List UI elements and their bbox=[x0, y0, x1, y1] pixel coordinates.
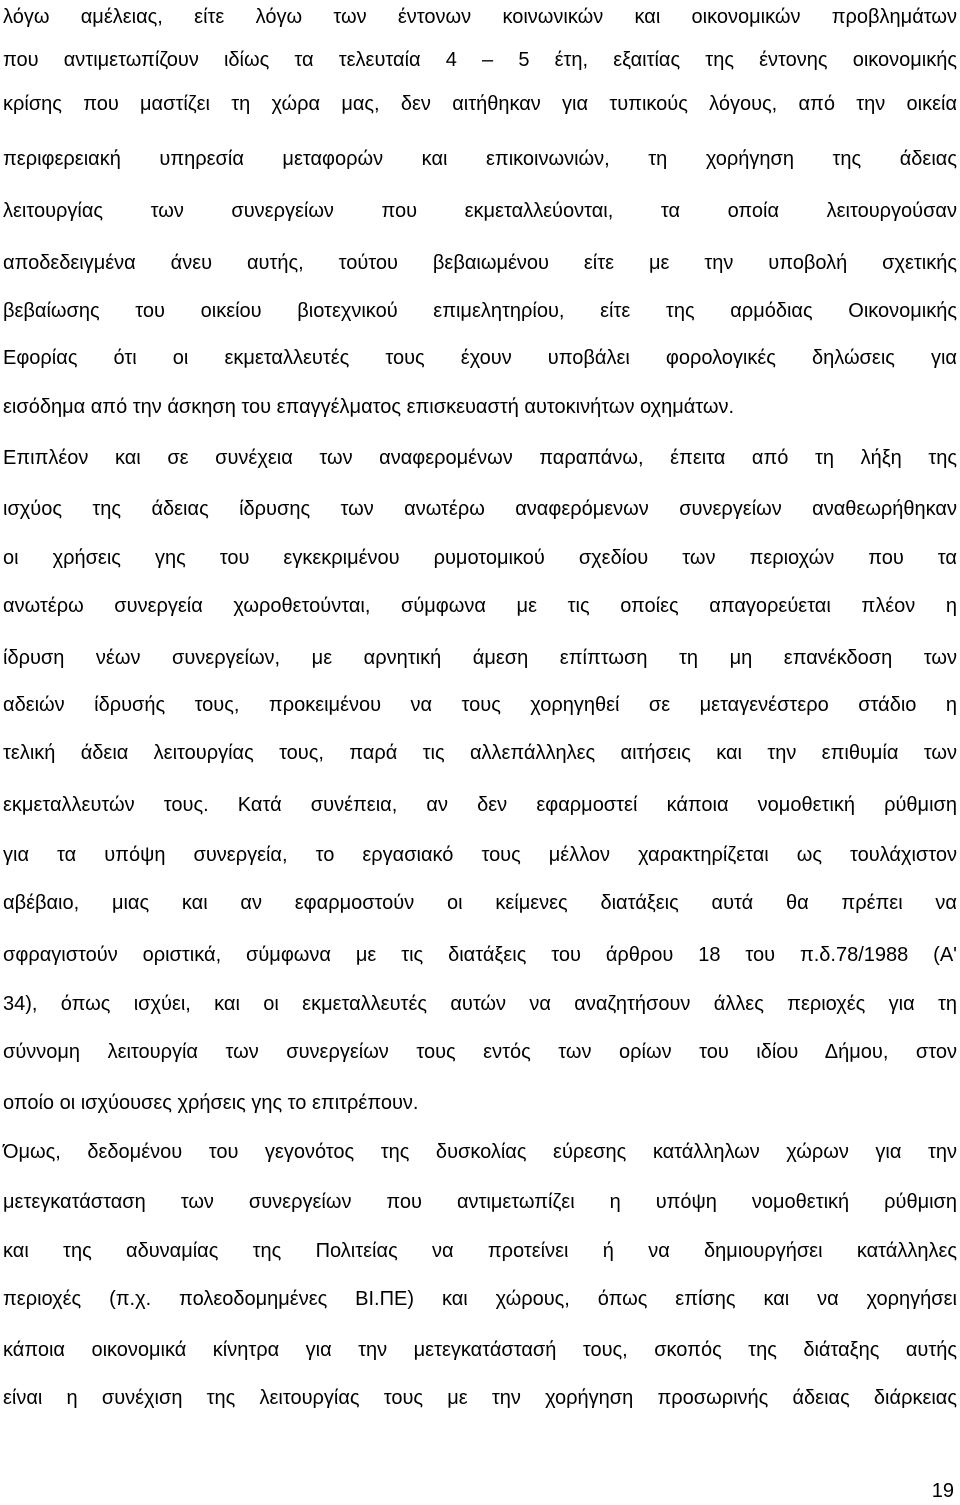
text-line: περιοχές (π.χ. πολεοδομημένες ΒΙ.ΠΕ) και χώρους, όπως επίσης και να χορηγήσει bbox=[3, 1288, 957, 1310]
text-line: ίδρυση νέων συνεργείων, με αρνητική άμεση επίπτωση τη μη επανέκδοση των bbox=[3, 647, 957, 669]
text-line: σύννομη λειτουργία των συνεργείων τους εντός των ορίων του ιδίου Δήμου, στον bbox=[3, 1041, 957, 1063]
text-line: σφραγιστούν οριστικά, σύμφωνα με τις διατάξεις του άρθρου 18 του π.δ.78/1988 (Α' bbox=[3, 944, 957, 966]
text-line: για τα υπόψη συνεργεία, το εργασιακό τους μέλλον χαρακτηρίζεται ως τουλάχιστον bbox=[3, 844, 957, 866]
text-line: Όμως, δεδομένου του γεγονότος της δυσκολίας εύρεσης κατάλληλων χώρων για την bbox=[3, 1141, 957, 1163]
text-line: κρίσης που μαστίζει τη χώρα μας, δεν αιτήθηκαν για τυπικούς λόγους, από την οικεία bbox=[3, 93, 957, 115]
text-line: αβέβαιο, μιας και αν εφαρμοστούν οι κείμενες διατάξεις αυτά θα πρέπει να bbox=[3, 892, 957, 914]
text-line: εκμεταλλευτών τους. Κατά συνέπεια, αν δεν εφαρμοστεί κάποια νομοθετική ρύθμιση bbox=[3, 794, 957, 816]
text-line: ανωτέρω συνεργεία χωροθετούνται, σύμφωνα με τις οποίες απαγορεύεται πλέον η bbox=[3, 595, 957, 617]
text-line: αδειών ίδρυσής τους, προκειμένου να τους χορηγηθεί σε μεταγενέστερο στάδιο η bbox=[3, 694, 957, 716]
text-line: οι χρήσεις γης του εγκεκριμένου ρυμοτομικού σχεδίου των περιοχών που τα bbox=[3, 547, 957, 569]
text-line: λόγω αμέλειας, είτε λόγω των έντονων κοινωνικών και οικονομικών προβλημάτων bbox=[3, 6, 957, 28]
text-line: Επιπλέον και σε συνέχεια των αναφερομένων παραπάνω, έπειτα από τη λήξη της bbox=[3, 447, 957, 469]
text-line: λειτουργίας των συνεργείων που εκμεταλλεύονται, τα οποία λειτουργούσαν bbox=[3, 200, 957, 222]
text-line: και της αδυναμίας της Πολιτείας να προτείνει ή να δημιουργήσει κατάλληλες bbox=[3, 1240, 957, 1262]
text-line: 34), όπως ισχύει, και οι εκμεταλλευτές αυτών να αναζητήσουν άλλες περιοχές για τη bbox=[3, 993, 957, 1015]
text-line: είναι η συνέχιση της λειτουργίας τους με την χορήγηση προσωρινής άδειας διάρκειας bbox=[3, 1387, 957, 1409]
text-line: περιφερειακή υπηρεσία μεταφορών και επικοινωνιών, τη χορήγηση της άδειας bbox=[3, 148, 957, 170]
text-line: οποίο οι ισχύουσες χρήσεις γης το επιτρέπουν. bbox=[3, 1092, 419, 1114]
text-line: μετεγκατάσταση των συνεργείων που αντιμετωπίζει η υπόψη νομοθετική ρύθμιση bbox=[3, 1191, 957, 1213]
text-line: τελική άδεια λειτουργίας τους, παρά τις αλλεπάλληλες αιτήσεις και την επιθυμία των bbox=[3, 742, 957, 764]
text-line: αποδεδειγμένα άνευ αυτής, τούτου βεβαιωμένου είτε με την υποβολή σχετικής bbox=[3, 252, 957, 274]
page-number: 19 bbox=[931, 1480, 954, 1502]
text-line: κάποια οικονομικά κίνητρα για την μετεγκατάστασή τους, σκοπός της διάταξης αυτής bbox=[3, 1339, 957, 1361]
text-line: εισόδημα από την άσκηση του επαγγέλματος επισκευαστή αυτοκινήτων οχημάτων. bbox=[3, 396, 735, 418]
text-line: ισχύος της άδειας ίδρυσης των ανωτέρω αναφερόμενων συνεργείων αναθεωρήθηκαν bbox=[3, 498, 957, 520]
text-line: βεβαίωσης του οικείου βιοτεχνικού επιμελητηρίου, είτε της αρμόδιας Οικονομικής bbox=[3, 300, 957, 322]
text-line: που αντιμετωπίζουν ιδίως τα τελευταία 4 – 5 έτη, εξαιτίας της έντονης οικονομικής bbox=[3, 49, 957, 71]
text-line: Εφορίας ότι οι εκμεταλλευτές τους έχουν υποβάλει φορολογικές δηλώσεις για bbox=[3, 347, 957, 369]
